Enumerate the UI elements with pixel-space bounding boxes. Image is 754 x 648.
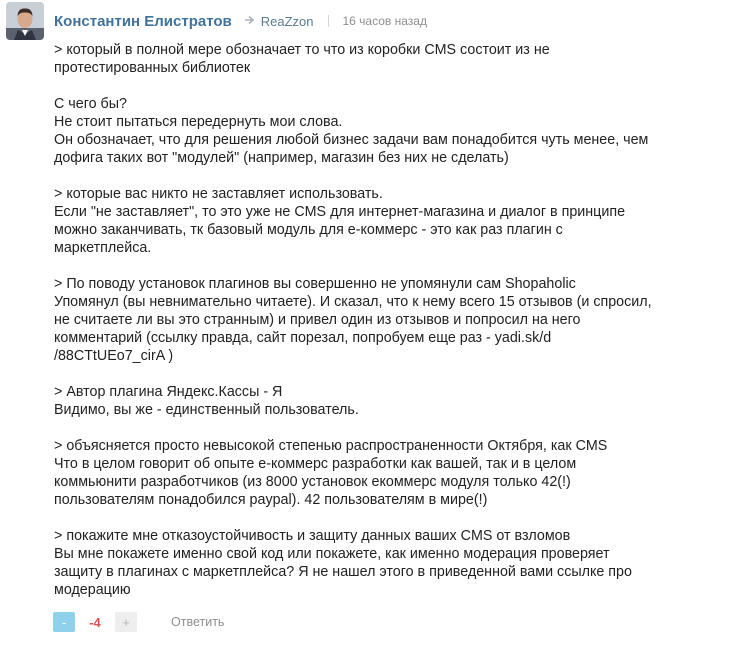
text-line: > объясняется просто невысокой степенью распространенности Октября, как CMS xyxy=(54,438,608,454)
text-line: не считаете ли вы это странным) и привел один из отзывов и попросил на него xyxy=(54,312,581,328)
text-line: комментарий (ссылку правда, сайт порезал, попробуем еще раз - yadi.sk/d xyxy=(54,330,552,346)
paragraph xyxy=(54,41,744,77)
text-line: пользователям понадобился paypal). 42 пользователям в мире(!) xyxy=(54,492,488,508)
comment-score: -4 xyxy=(89,614,101,630)
text-line: защиту в плагинах с маркетплейса? Я не нашел этого в приведенной вами ссылке про xyxy=(54,564,632,580)
text-line: можно заканчивать, тк базовый модуль для е-коммерс - это как раз плагин с xyxy=(54,222,563,238)
text-line: маркетплейса. xyxy=(54,240,152,256)
avatar-image xyxy=(6,2,44,40)
text-line: > покажите мне отказоустойчивость и защиту данных ваших CMS от взломов xyxy=(54,528,571,544)
text-line: Он обозначает, что для решения любой бизнес задачи вам понадобится чуть менее, чем xyxy=(54,132,649,148)
text-line: дофига таких вот "модулей" (например, магазин без них не сделать) xyxy=(54,150,509,166)
text-line: Что в целом говорит об опыте е-коммерс разработки как вашей, так и в целом xyxy=(54,456,577,472)
text-line: Не стоит пытаться передернуть мои слова. xyxy=(54,114,343,130)
header-divider xyxy=(328,15,329,27)
author-link[interactable]: Константин Елистратов xyxy=(54,12,232,30)
paragraph xyxy=(54,95,744,167)
comment-header xyxy=(54,12,427,30)
text-line: > По поводу установок плагинов вы совершенно не упомянули сам Shopaholic xyxy=(54,276,576,292)
paragraph xyxy=(54,437,744,509)
text-line: Вы мне покажете именно свой код или покажете, как именно модерация проверяет xyxy=(54,546,610,562)
text-line: > который в полной мере обозначает то что из коробки CMS состоит из не xyxy=(54,42,550,58)
text-line: Видимо, вы же - единственный пользователь. xyxy=(54,402,359,418)
text-line: > Автор плагина Яндекс.Кассы - Я xyxy=(54,384,283,400)
comment-body xyxy=(54,41,744,599)
avatar[interactable] xyxy=(6,2,44,40)
paragraph xyxy=(54,383,744,419)
comment-timestamp[interactable]: 16 часов назад xyxy=(342,14,427,28)
text-line: коммьюнити разработчиков (из 8000 установок екоммерс модуля только 42(!) xyxy=(54,474,571,490)
paragraph xyxy=(54,527,744,599)
vote-up-button[interactable]: + xyxy=(115,612,137,632)
reply-to-link[interactable]: ReaZzon xyxy=(260,13,314,29)
arrow-right-icon xyxy=(244,12,255,30)
vote-down-button[interactable]: - xyxy=(53,612,75,632)
text-line: протестированных библиотек xyxy=(54,60,251,76)
text-line: > которые вас никто не заставляет использовать. xyxy=(54,186,383,202)
text-line: /88CTtUEo7_cirA ) xyxy=(54,348,174,364)
paragraph xyxy=(54,275,744,365)
comment-footer xyxy=(53,612,224,632)
text-line: С чего бы? xyxy=(54,96,127,112)
text-line: Если "не заставляет", то это уже не CMS для интернет-магазина и диалог в принципе xyxy=(54,204,626,220)
text-line: модерацию xyxy=(54,582,131,598)
paragraph xyxy=(54,185,744,257)
text-line: Упомянул (вы невнимательно читаете). И сказал, что к нему всего 15 отзывов (и спросил, xyxy=(54,294,652,310)
reply-button[interactable]: Ответить xyxy=(171,615,225,629)
